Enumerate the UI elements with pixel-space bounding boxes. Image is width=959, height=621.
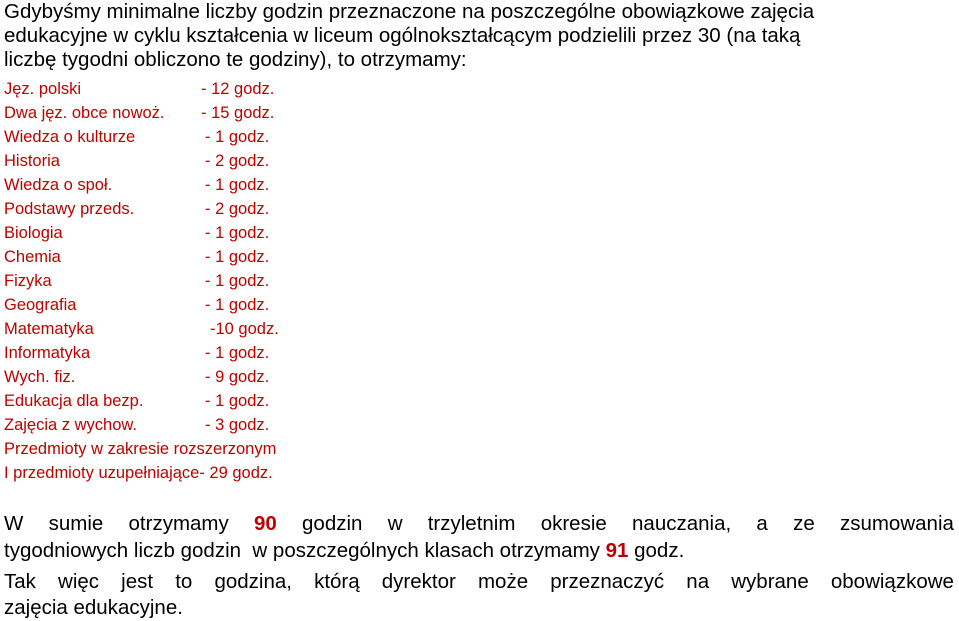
word: dyrektor	[381, 570, 456, 593]
word: a	[756, 512, 768, 535]
word: Tak	[4, 570, 36, 593]
subject-hours: - 12 godz.	[201, 80, 275, 98]
subject-name: Wiedza o społ.	[4, 176, 113, 194]
summary-paragraph	[4, 510, 954, 564]
word: nauczania,	[632, 512, 732, 535]
subject-name: Biologia	[4, 224, 63, 242]
summary-text: tygodniowych liczb godzin w poszczególnych klasach otrzymamy	[4, 539, 606, 562]
subject-hours: - 3 godz.	[205, 416, 270, 434]
word: przeznaczyć	[550, 570, 665, 593]
word: na	[686, 570, 710, 593]
word: to	[175, 570, 193, 593]
subject-hours: - 1 godz.	[205, 224, 270, 242]
word: ze	[793, 512, 815, 535]
conclusion-line	[4, 569, 954, 595]
word: więc	[58, 570, 100, 593]
word: może	[477, 570, 529, 593]
subject-name: Wiedza o kulturze	[4, 128, 136, 146]
conclusion-paragraph	[4, 569, 954, 621]
word: którą	[314, 570, 360, 593]
intro-paragraph	[4, 0, 956, 72]
subject-hours: - 1 godz.	[205, 344, 270, 362]
word: sumie	[48, 512, 104, 535]
intro-line: edukacyjne w cyklu kształcenia w liceum ogólnokształcącym podzielili przez 30 (na taką	[4, 24, 801, 47]
subject-name: Fizyka	[4, 272, 52, 290]
word: okresie	[540, 512, 607, 535]
subject-hours: - 2 godz.	[205, 152, 270, 170]
subject-name: Chemia	[4, 248, 61, 266]
subject-name: Jęz. polski	[4, 80, 82, 98]
subject-hours: - 15 godz.	[201, 104, 275, 122]
subject-name: Zajęcia z wychow.	[4, 416, 137, 434]
total-class-hours: 91	[605, 539, 629, 562]
subject-hours: - 2 godz.	[205, 200, 270, 218]
word: w	[387, 512, 403, 535]
word: godzin	[302, 512, 363, 535]
subject-hours: -10 godz.	[210, 320, 279, 338]
extra-line: I przedmioty uzupełniające- 29 godz.	[4, 464, 273, 482]
word: zsumowania	[839, 512, 954, 535]
subject-name: Wych. fiz.	[4, 368, 76, 386]
word: godzina,	[214, 570, 292, 593]
word: W	[4, 512, 24, 535]
total-weekly-hours: 90	[253, 512, 277, 535]
conclusion-line: zajęcia edukacyjne.	[4, 596, 183, 619]
subject-hours: - 1 godz.	[205, 248, 270, 266]
subject-name: Podstawy przeds.	[4, 200, 135, 218]
word: jest	[121, 570, 154, 593]
word: wybrane	[731, 570, 809, 593]
extra-line: Przedmioty w zakresie rozszerzonym	[4, 440, 277, 458]
subject-hours: - 9 godz.	[205, 368, 270, 386]
extended-subjects-note	[4, 437, 276, 485]
intro-line: Gdybyśmy minimalne liczby godzin przeznaczone na poszczególne obowiązkowe zajęcia	[4, 0, 815, 23]
summary-line	[4, 537, 954, 564]
subject-name: Informatyka	[4, 344, 91, 362]
subject-hours: - 1 godz.	[205, 272, 270, 290]
subject-name: Dwa jęz. obce nowoż.	[4, 104, 165, 122]
subject-name: Matematyka	[4, 320, 94, 338]
summary-text: godz.	[628, 539, 685, 562]
summary-line	[4, 510, 954, 537]
word: otrzymamy	[128, 512, 229, 535]
subject-hours: - 1 godz.	[205, 176, 270, 194]
word: trzyletnim	[427, 512, 516, 535]
intro-line: liczbę tygodni obliczono te godziny), to otrzymamy:	[4, 48, 467, 71]
subject-name: Historia	[4, 152, 60, 170]
subject-name: Edukacja dla bezp.	[4, 392, 144, 410]
word: obowiązkowe	[830, 570, 954, 593]
subject-name: Geografia	[4, 296, 77, 314]
subject-hours: - 1 godz.	[205, 296, 270, 314]
subject-hours: - 1 godz.	[205, 128, 270, 146]
subject-hours: - 1 godz.	[205, 392, 270, 410]
